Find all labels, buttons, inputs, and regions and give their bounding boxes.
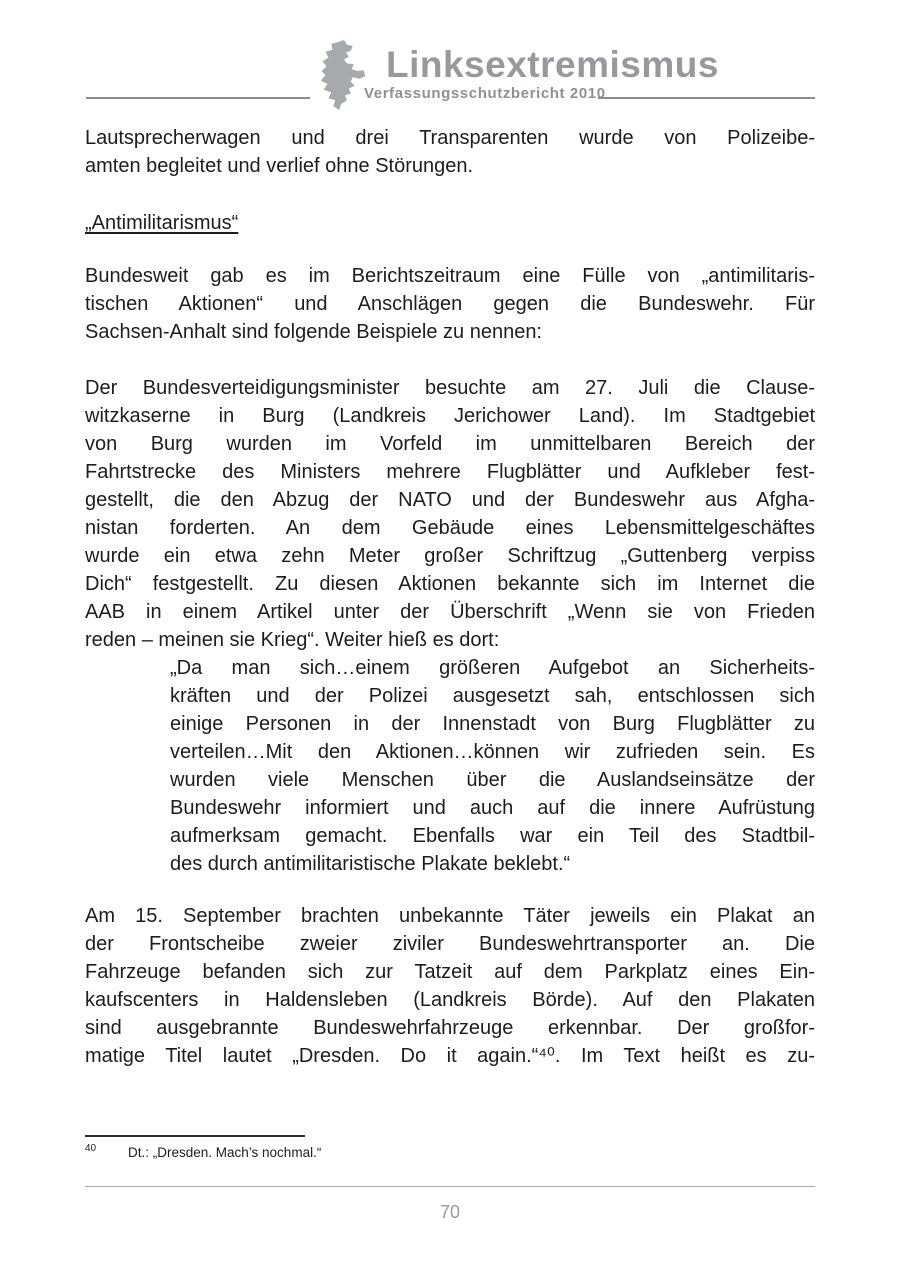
- text-line: wurden viele Menschen über die Auslandseinsätze der: [170, 769, 815, 791]
- text-line: nistan forderten. An dem Gebäude eines Lebensmittelgeschäftes: [85, 517, 815, 539]
- header-rule-right: [598, 97, 815, 99]
- text-line: gestellt, die den Abzug der NATO und der Bundeswehr aus Afgha-: [85, 489, 815, 511]
- text-line: Sachsen-Anhalt sind folgende Beispiele zu nennen:: [85, 321, 542, 343]
- text-line: kaufscenters in Haldensleben (Landkreis Börde). Auf den Plakaten: [85, 989, 815, 1011]
- text-line: aufmerksam gemacht. Ebenfalls war ein Teil des Stadtbil-: [170, 825, 815, 847]
- text-line: der Frontscheibe zweier ziviler Bundeswehrtransporter an. Die: [85, 933, 815, 955]
- text-line: einige Personen in der Innenstadt von Burg Flugblätter zu: [170, 713, 815, 735]
- report-subtitle: Verfassungsschutzbericht 2010: [364, 85, 606, 102]
- footnote-block: [85, 1135, 815, 1160]
- paragraph-4: [85, 902, 815, 1070]
- text-line: amten begleitet und verlief ohne Störungen.: [85, 155, 474, 177]
- text-line: Bundeswehr informiert und auch auf die innere Aufrüstung: [170, 797, 815, 819]
- text-line: des durch antimilitaristische Plakate beklebt.“: [170, 853, 571, 875]
- page-number: 70: [439, 1202, 461, 1222]
- section-heading-antimilitarismus: „Antimilitarismus“: [85, 212, 239, 234]
- text-line: AAB in einem Artikel unter der Überschrift „Wenn sie von Frieden: [85, 601, 815, 623]
- paragraph-3: [85, 374, 815, 654]
- header-rule-left: [86, 97, 310, 99]
- text-line: wurde ein etwa zehn Meter großer Schriftzug „Guttenberg verpiss: [85, 545, 815, 567]
- text-line: Lautsprecherwagen und drei Transparenten wurde von Polizeibe-: [85, 127, 815, 149]
- text-line: sind ausgebrannte Bundeswehrfahrzeuge erkennbar. Der großfor-: [85, 1017, 815, 1039]
- footnote-marker: 40: [85, 1143, 97, 1154]
- text-line: tischen Aktionen“ und Anschlägen gegen die Bundeswehr. Für: [85, 293, 815, 315]
- text-line: reden – meinen sie Krieg“. Weiter hieß es dort:: [85, 629, 500, 651]
- body-text: [85, 112, 815, 1070]
- text-line: von Burg wurden im Vorfeld im unmittelbaren Bereich der: [85, 433, 815, 455]
- footnote: [85, 1143, 815, 1160]
- text-line: kräften und der Polizei ausgesetzt sah, entschlossen sich: [170, 685, 815, 707]
- text-line: verteilen…Mit den Aktionen…können wir zufrieden sein. Es: [170, 741, 815, 763]
- text-line: Am 15. September brachten unbekannte Täter jeweils ein Plakat an: [85, 905, 815, 927]
- text-line: Dich“ festgestellt. Zu diesen Aktionen bekannte sich im Internet die: [85, 573, 815, 595]
- page-header: [0, 0, 900, 112]
- footnote-text: Dt.: „Dresden. Mach’s nochmal.“: [128, 1145, 322, 1160]
- text-line: Der Bundesverteidigungsminister besuchte am 27. Juli die Clause-: [85, 377, 815, 399]
- text-line: Fahrzeuge befanden sich zur Tatzeit auf dem Parkplatz eines Ein-: [85, 961, 815, 983]
- report-title: Linksextremismus: [386, 44, 719, 85]
- block-quote: [170, 654, 815, 878]
- text-line: Bundesweit gab es im Berichtszeitraum eine Fülle von „antimilitaris-: [85, 265, 815, 287]
- text-line: matige Titel lautet „Dresden. Do it again.“⁴⁰. Im Text heißt es zu-: [85, 1045, 815, 1067]
- paragraph-2: [85, 262, 815, 346]
- footnote-separator-rule: [85, 1135, 305, 1137]
- paragraph-1: [85, 124, 815, 180]
- footer-rule: [85, 1186, 815, 1187]
- text-line: witzkaserne in Burg (Landkreis Jerichower Land). Im Stadtgebiet: [85, 405, 815, 427]
- text-line: „Da man sich…einem größeren Aufgebot an Sicherheits-: [170, 657, 815, 679]
- text-line: Fahrtstrecke des Ministers mehrere Flugblätter und Aufkleber fest-: [85, 461, 815, 483]
